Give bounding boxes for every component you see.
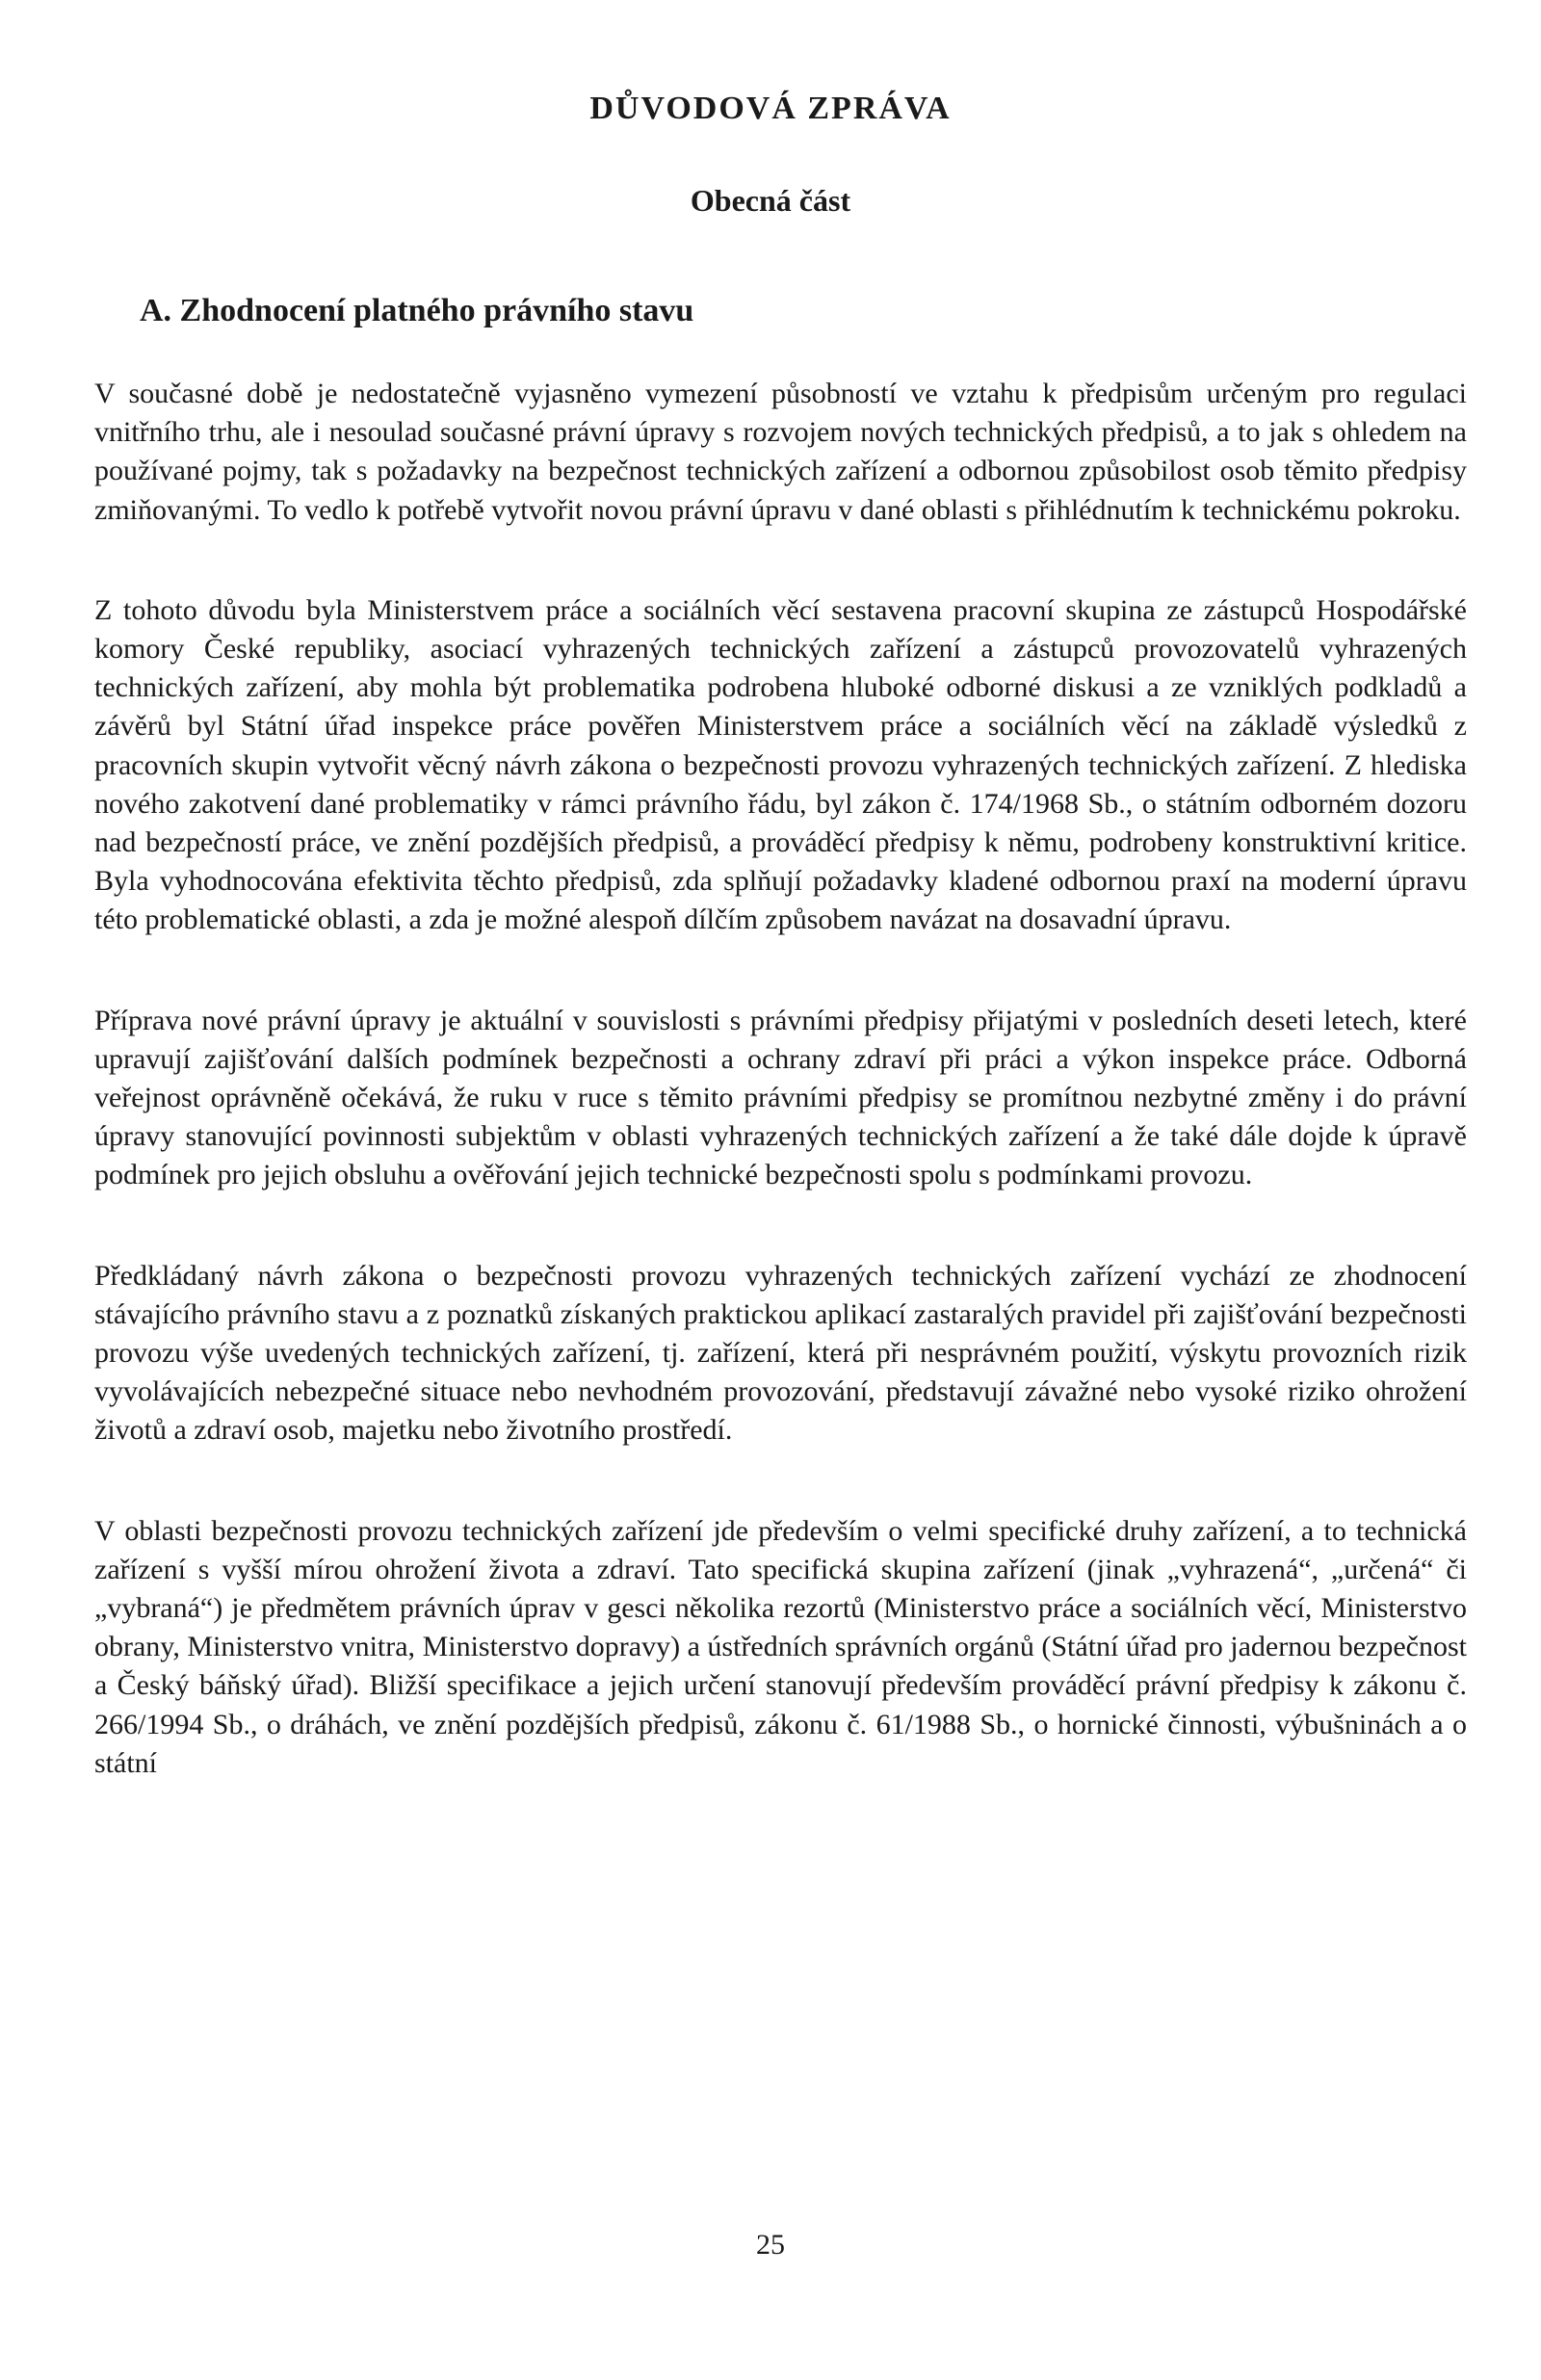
document-title: DŮVODOVÁ ZPRÁVA	[589, 91, 952, 126]
paragraph-safety-area: V oblasti bezpečnosti provozu technických zařízení jde především o velmi specifické druhy zařízení, a to technická zařízení s vyšší mírou ohrožení života a zdraví. Tato specifická skupina zařízení (jinak „vyhrazená“, „určená“ či „vybraná“) je předmětem právních úprav v gesci několika rezortů (Ministerstvo práce a sociálních věcí, Ministerstvo obrany, Ministerstvo vnitra, Ministerstvo dopravy) a ústředních správních orgánů (Státní úřad pro jadernou bezpečnost a Český báňský úřad). Bližší specifikace a jejich určení stanovují především prováděcí právní předpisy k zákonu č. 266/1994 Sb., o dráhách, ve znění pozdějších předpisů, zákonu č. 61/1988 Sb., o hornické činnosti, výbušninách a o státní	[94, 1514, 1467, 1779]
body-text	[94, 375, 1467, 1844]
paragraph-proposal: Předkládaný návrh zákona o bezpečnosti provozu vyhrazených technických zařízení vychází ze zhodnocení stávajícího právního stavu a z poznatků získaných praktickou aplikací zastaralých pravidel při zajišťování bezpečnosti provozu výše uvedených technických zařízení, tj. zařízení, která při nesprávném použití, výskytu provozních rizik vyvolávajících nebezpečné situace nebo nevhodném provozování, představují závažné nebo vysoké riziko ohrožení životů a zdraví osob, majetku nebo životního prostředí.	[94, 1259, 1467, 1447]
section-heading: A. Zhodnocení platného právního stavu	[140, 293, 694, 328]
paragraph-current-state: V současné době je nedostatečně vyjasněno vymezení působností ve vztahu k předpisům určeným pro regulaci vnitřního trhu, ale i nesoulad současné právní úpravy s rozvojem nových technických předpisů, a to jak s ohledem na používané pojmy, tak s požadavky na bezpečnost technických zařízení a odbornou způsobilost osob těmito předpisy zmiňovanými. To vedlo k potřebě vytvořit novou právní úpravu v dané oblasti s přihlédnutím k technickému pokroku.	[94, 378, 1467, 526]
page-number: 25	[756, 2229, 785, 2261]
paragraph-working-group: Z tohoto důvodu byla Ministerstvem práce a sociálních věcí sestavena pracovní skupina ze zástupců Hospodářské komory České republiky, asociací vyhrazených technických zařízení a zástupců provozovatelů vyhrazených technických zařízení, aby mohla být problematika podrobena hluboké odborné diskusi a ze vzniklých podkladů a závěrů byl Státní úřad inspekce práce pověřen Ministerstvem práce a sociálních věcí na základě výsledků z pracovních skupin vytvořit věcný návrh zákona o bezpečnosti provozu vyhrazených technických zařízení. Z hlediska nového zakotvení dané problematiky v rámci právního řádu, byl zákon č. 174/1968 Sb., o státním odborném dozoru nad bezpečností práce, ve znění pozdějších předpisů, a prováděcí předpisy k němu, podrobeny konstruktivní kritice. Byla vyhodnocována efektivita těchto předpisů, zda splňují požadavky kladené odbornou praxí na moderní úpravu této problematické oblasti, a zda je možné alespoň dílčím způsobem navázat na dosavadní úpravu.	[94, 593, 1467, 936]
paragraph-preparation: Příprava nové právní úpravy je aktuální v souvislosti s právními předpisy přijatými v posledních deseti letech, které upravují zajišťování dalších podmínek bezpečnosti a ochrany zdraví při práci a výkon inspekce práce. Odborná veřejnost oprávněně očekává, že ruku v ruce s těmito právními předpisy se promítnou nezbytné změny i do právní úpravy stanovující povinnosti subjektům v oblasti vyhrazených technických zařízení a že také dále dojde k úpravě podmínek pro jejich obsluhu a ověřování jejich technické bezpečnosti spolu s podmínkami provozu.	[94, 1004, 1467, 1191]
document-subtitle: Obecná část	[690, 183, 851, 218]
